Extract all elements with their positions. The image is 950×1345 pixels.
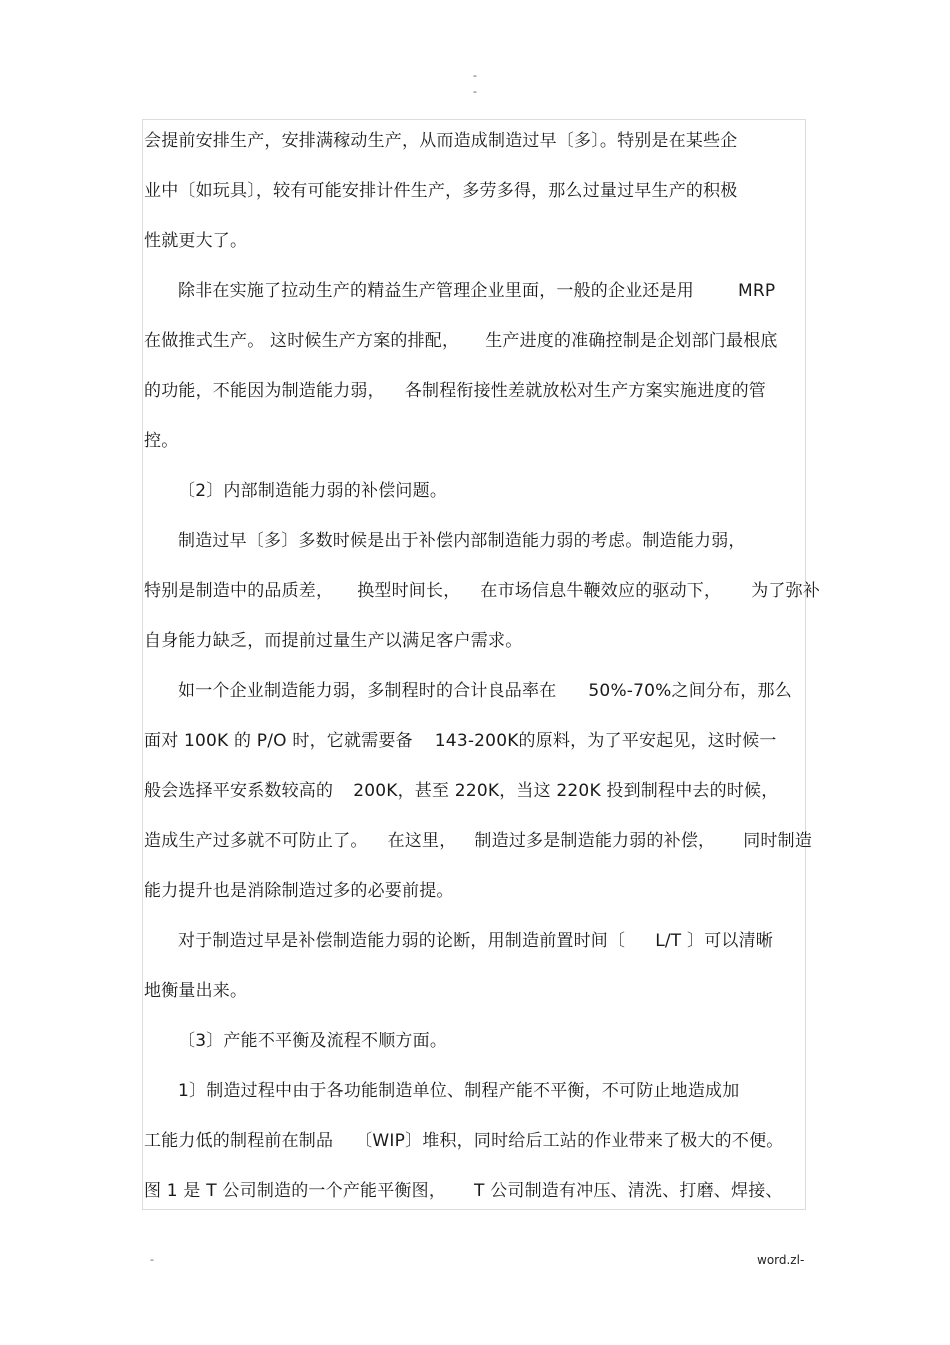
text-line: 在做推式生产。 这时候生产方案的排配， 生产进度的准确控制是企划部门最根底 — [144, 331, 778, 351]
text-line: 特别是制造中的品质差， 换型时间长， 在市场信息牛鞭效应的驱动下， 为了弥补 — [144, 581, 821, 601]
text-line: 工能力低的制程前在制品 〔WIP〕堆积，同时给后工站的作业带来了极大的不便。 — [144, 1131, 784, 1151]
text-line: 除非在实施了拉动生产的精益生产管理企业里面，一般的企业还是用 MRP — [178, 281, 776, 301]
text-line: 会提前安排生产，安排满稼动生产，从而造成制造过早〔多〕。特别是在某些企 — [144, 131, 738, 151]
text-line: 对于制造过早是补偿制造能力弱的论断，用制造前置时间〔 L/T 〕可以清晰 — [178, 931, 773, 951]
text-line: 如一个企业制造能力弱，多制程时的合计良品率在 50%-70%之间分布，那么 — [178, 681, 792, 701]
text-line: 面对 100K 的 P/O 时，它就需要备 143-200K的原料，为了平安起见，这时候一 — [144, 731, 777, 751]
footer-source: word.zl- — [757, 1253, 805, 1267]
text-line: 能力提升也是消除制造过多的必要前提。 — [144, 881, 454, 901]
text-line: 制造过早〔多〕多数时候是出于补偿内部制造能力弱的考虑。制造能力弱， — [178, 531, 746, 551]
text-line: 造成生产过多就不可防止了。 在这里， 制造过多是制造能力弱的补偿， 同时制造 — [144, 831, 813, 851]
text-line: 地衡量出来。 — [144, 981, 248, 1001]
section-heading: 〔3〕产能不平衡及流程不顺方面。 — [178, 1031, 448, 1051]
text-line: 性就更大了。 — [144, 231, 248, 251]
text-line: 1〕制造过程中由于各功能制造单位、制程产能不平衡，不可防止地造成加 — [178, 1081, 740, 1101]
text-line: 的功能，不能因为制造能力弱， 各制程衔接性差就放松对生产方案实施进度的管 — [144, 381, 767, 401]
text-line: 图 1 是 T 公司制造的一个产能平衡图， T 公司制造有冲压、清洗、打磨、焊接、 — [144, 1181, 783, 1201]
top-mark-1: - — [473, 69, 477, 82]
text-line: 控。 — [144, 431, 179, 451]
text-line: 业中〔如玩具〕，较有可能安排计件生产，多劳多得，那么过量过早生产的积极 — [144, 181, 738, 201]
section-heading: 〔2〕内部制造能力弱的补偿问题。 — [178, 481, 448, 501]
top-mark-2: - — [473, 85, 477, 98]
text-line: 般会选择平安系数较高的 200K，甚至 220K，当这 220K 投到制程中去的时候， — [144, 781, 779, 801]
text-line: 自身能力缺乏，而提前过量生产以满足客户需求。 — [144, 631, 523, 651]
footer-left-mark: - — [150, 1253, 154, 1266]
